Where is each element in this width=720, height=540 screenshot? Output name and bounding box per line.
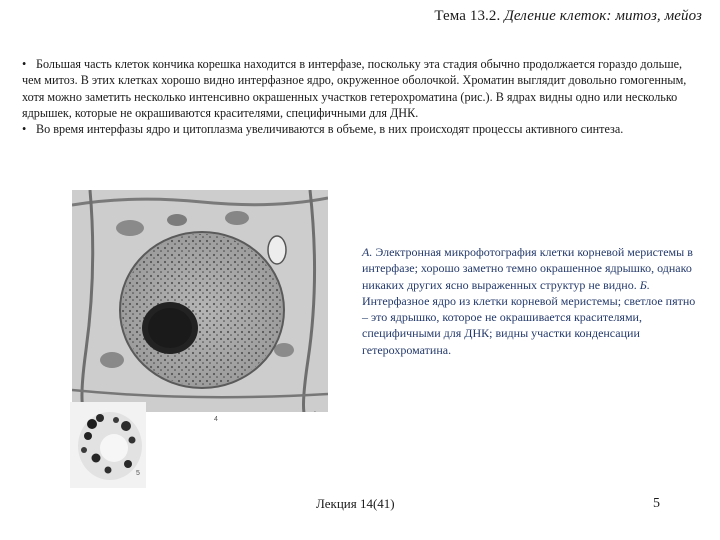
figure-caption [362,244,702,358]
cell-micrograph-image [72,190,328,412]
bullet-marker: • [22,122,27,137]
caption-marker-a: А. [362,245,373,259]
figure-label-a: 4 [214,416,218,423]
nucleus-micrograph-image [70,402,146,488]
bullet-text: Во время интерфазы ядро и цитоплазма увеличиваются в объеме, в них происходят процессы активного синтеза. [36,122,624,137]
light-micrograph [70,402,146,488]
figure-label-b: 5 [136,470,140,477]
bullet-marker: • [22,57,27,71]
footer-lecture: Лекция 14(41) [316,496,395,511]
bullet-text: Большая часть клеток кончика корешка находится в интерфазе, поскольку эта стадия обычно продолжается гораздо дольше, чем митоз. В этих клетках хорошо видно интерфазное ядро, окруженное оболочкой. Хроматин выглядит довольно гомогенным, хотя можно заметить несколько интенсивно окрашенных участков гетерохроматина (рис.). В ядрах видны одно или несколько ядрышек, которые не окрашиваются красителями, специфичными для ДНК. [22,57,687,120]
page-number: 5 [653,496,660,511]
topic-name: Деление клеток: митоз, мейоз [504,8,702,24]
micrograph-figure [70,190,332,490]
bullet-item [22,56,692,121]
electron-micrograph [72,190,328,412]
topic-number: Тема 13.2. [434,8,501,24]
caption-marker-b: Б. [639,277,650,292]
bullet-item [22,121,692,137]
slide-title [434,8,702,25]
bullet-list [22,56,692,137]
caption-text-a: Электронная микрофотография клетки корневой меристемы в интерфазе; хорошо заметно темно окрашенное ядрышко, однако никаких других ясно выраженных структур не видно. [362,245,693,292]
caption-text-b: Интерфазное ядро из клетки корневой меристемы; светлое пятно – это ядрышко, которое не окрашивается красителями, специфичными для ДНК; видны участки конденсации гетерохроматина. [362,293,696,357]
